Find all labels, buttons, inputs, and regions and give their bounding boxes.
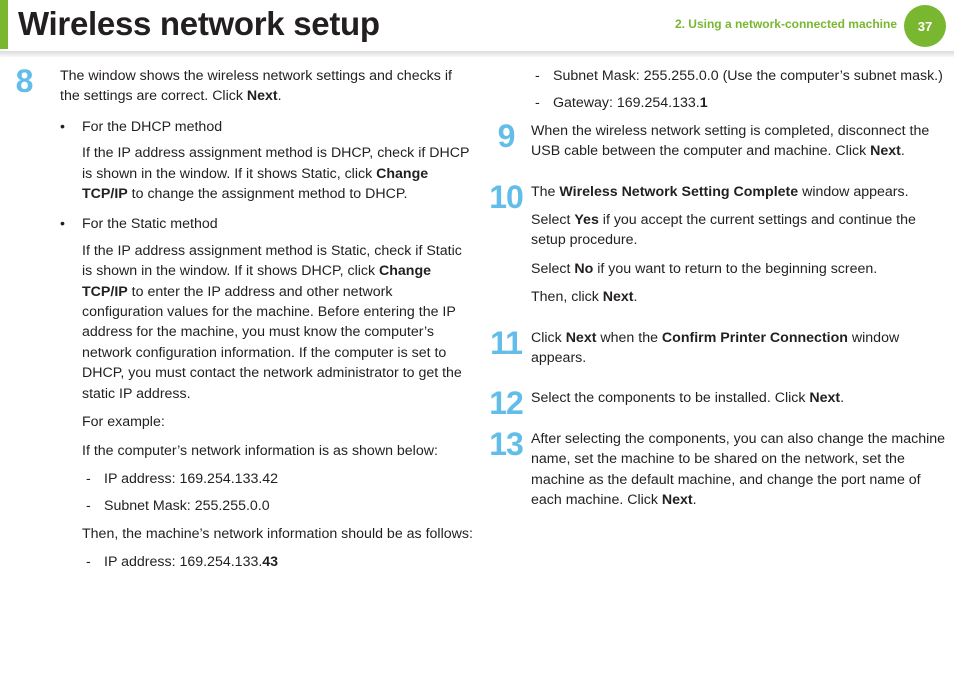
machine-gateway: - Gateway: 169.254.133.1 [531,93,954,113]
page-title: Wireless network setup [18,5,380,42]
step-13 [488,425,954,511]
bullet-static-title: • For the Static method [60,214,475,234]
dhcp-section [60,143,475,204]
bullet-dhcp-title: • For the DHCP method [60,117,475,137]
step-8 [0,63,475,573]
step-text: The Wireless Network Setting Complete window appears. [531,183,909,200]
left-column [0,63,475,585]
step-text: The window shows the wireless network settings and checks if the settings are correct. Click Next. [60,68,452,105]
step-number: 10 [489,178,523,215]
step-text: When the wireless network setting is completed, disconnect the USB cable between the computer and machine. Click Next. [531,122,930,160]
step-text: Select the components to be installed. Click Next. [531,390,845,407]
header-divider [0,51,954,57]
step-text-no: Select No if you want to return to the beginning screen. [531,260,878,277]
chapter-breadcrumb[interactable]: 2. Using a network-connected machine [674,17,897,31]
if-shown-text: If the computer’s network information is as shown below: [82,442,438,459]
step-9 [488,117,954,162]
step-text-next: Then, click Next. [531,289,638,306]
computer-ip: - IP address: 169.254.133.42 [82,469,475,489]
computer-subnet: - Subnet Mask: 255.255.0.0 [82,496,475,516]
page-number-badge: 37 [904,5,946,47]
machine-ip: - IP address: 169.254.133.43 [82,552,475,572]
step-number: 8 [15,63,33,99]
static-text: If the IP address assignment method is Static, check if Static is shown in the window. If it shows DHCP, click Change TCP/IP to enter the IP address and other network configuration values for the machine. Before entering the IP address for the machine, you must know the computer’s network configuration information. If the computer is set to DHCP, you must contact the network administrator to get the static IP address. [82,242,462,402]
static-section [60,241,475,573]
step-number: 9 [497,117,515,154]
right-column [488,66,954,523]
step-number: 13 [489,425,523,462]
header-accent-bar [0,0,8,49]
step-12 [488,385,954,422]
then-text: Then, the machine’s network information should be as follows: [82,525,473,542]
step-text: Click Next when the Confirm Printer Connection window appears. [531,329,900,367]
dhcp-text: If the IP address assignment method is DHCP, check if DHCP is shown in the window. If it shows Static, click Change TCP/IP to change the assignment method to DHCP. [82,145,470,203]
example-label: For example: [82,414,165,431]
step-text: After selecting the components, you can also change the machine name, set the machine to be shared on the network, set the machine as the default machine, and change the port name of each machine. Click Next. [531,430,946,509]
machine-subnet: - Subnet Mask: 255.255.0.0 (Use the computer’s subnet mask.) [531,66,954,86]
step-10 [488,178,954,308]
step-text-yes: Select Yes if you accept the current settings and continue the setup procedure. [531,212,916,249]
step-number: 12 [489,385,523,422]
step-number: 11 [490,324,522,361]
step-11 [488,324,954,369]
